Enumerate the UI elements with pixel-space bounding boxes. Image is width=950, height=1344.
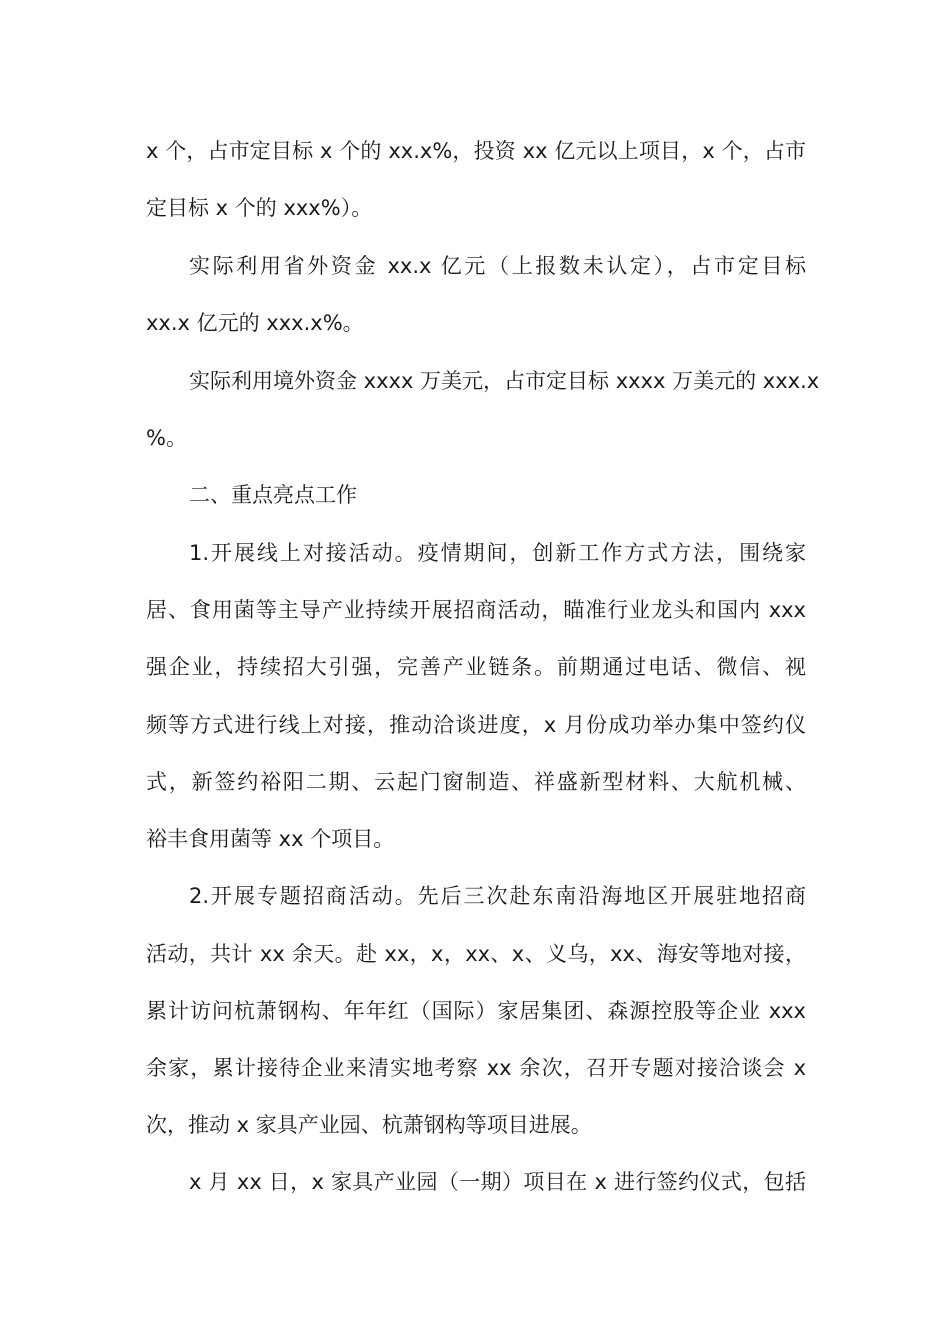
text-line: 累计访问杭萧钢构、年年红（国际）家居集团、森源控股等企业 xxx <box>146 999 806 1023</box>
text-line: 强企业，持续招大引强，完善产业链条。前期通过电话、微信、视 <box>146 655 806 679</box>
section-heading: 二、重点亮点工作 <box>189 483 357 507</box>
text-line: 余家，累计接待企业来清实地考察 xx 余次，召开专题对接洽谈会 x <box>146 1056 806 1080</box>
text-line: xx.x 亿元的 xxx.x%。 <box>146 311 364 335</box>
text-line: 居、食用菌等主导产业持续开展招商活动，瞄准行业龙头和国内 xxx <box>146 598 806 622</box>
text-line: 式，新签约裕阳二期、云起门窗制造、祥盛新型材料、大航机械、 <box>146 770 806 794</box>
text-line: 活动，共计 xx 余天。赴 xx，x，xx、x、义乌，xx、海安等地对接， <box>146 942 806 966</box>
text-line: 2.开展专题招商活动。先后三次赴东南沿海地区开展驻地招商 <box>189 884 806 908</box>
text-line: x 月 xx 日，x 家具产业园（一期）项目在 x 进行签约仪式，包括 <box>189 1170 806 1194</box>
text-line: %。 <box>146 426 187 450</box>
text-line: 频等方式进行线上对接，推动洽谈进度，x 月份成功举办集中签约仪 <box>146 713 806 737</box>
text-line: 实际利用境外资金 xxxx 万美元，占市定目标 xxxx 万美元的 xxx.x <box>189 369 820 393</box>
text-line: x 个，占市定目标 x 个的 xx.x%，投资 xx 亿元以上项目，x 个，占市 <box>146 139 806 163</box>
text-line: 实际利用省外资金 xx.x 亿元（上报数未认定），占市定目标 <box>189 254 806 278</box>
text-line: 1.开展线上对接活动。疫情期间，创新工作方式方法，围绕家 <box>189 541 806 565</box>
text-line: 裕丰食用菌等 xx 个项目。 <box>146 827 395 851</box>
text-line: 定目标 x 个的 xxx%）。 <box>146 196 373 220</box>
text-line: 次，推动 x 家具产业园、杭萧钢构等项目进展。 <box>146 1113 592 1137</box>
